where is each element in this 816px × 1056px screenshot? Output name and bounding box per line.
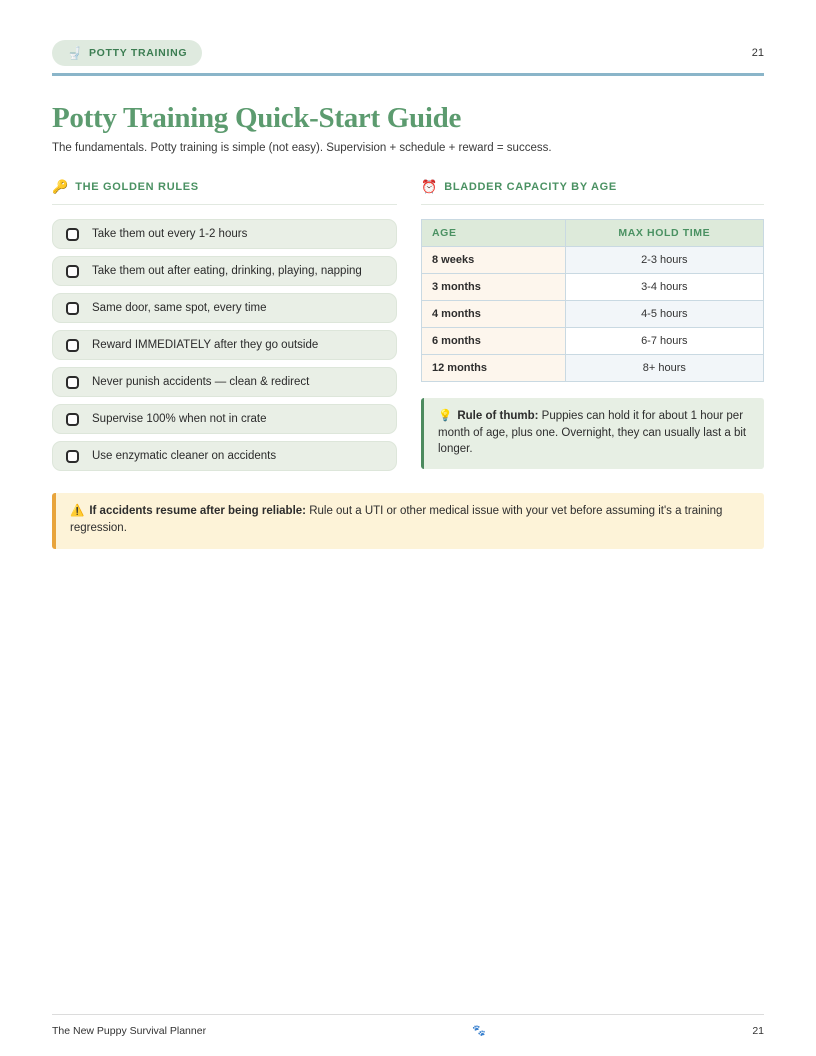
chapter-badge (52, 40, 202, 66)
table-header-row (422, 220, 764, 247)
age-cell: 6 months (422, 328, 566, 355)
checklist-item[interactable] (52, 441, 397, 471)
key-icon: 🔑 (52, 179, 69, 194)
page-subtitle: The fundamentals. Potty training is simple (not easy). Supervision + schedule + reward = success. (52, 142, 552, 154)
age-cell: 8 weeks (422, 247, 566, 274)
alarm-clock-icon: ⏰ (421, 179, 438, 194)
max-hold-column-header: MAX HOLD TIME (565, 220, 763, 247)
header-divider (52, 73, 764, 76)
footer-book-title: The New Puppy Survival Planner (52, 1024, 207, 1037)
checklist-item[interactable] (52, 367, 397, 397)
checkbox-icon[interactable] (66, 265, 79, 278)
bladder-capacity-heading-label: BLADDER CAPACITY BY AGE (444, 181, 617, 193)
bladder-capacity-table (421, 219, 764, 382)
table-row (422, 301, 764, 328)
checklist-item-label: Use enzymatic cleaner on accidents (92, 450, 277, 462)
page-header (52, 40, 764, 66)
rule-of-thumb-callout (421, 398, 764, 469)
hold-time-cell: 2-3 hours (565, 247, 763, 274)
checklist-item[interactable] (52, 404, 397, 434)
bladder-capacity-heading (421, 179, 764, 205)
hold-time-cell: 8+ hours (565, 355, 763, 382)
page-footer (52, 1014, 764, 1037)
page-number-top: 21 (751, 47, 764, 59)
checkbox-icon[interactable] (66, 450, 79, 463)
checkbox-icon[interactable] (66, 376, 79, 389)
checklist-item-label: Same door, same spot, every time (92, 302, 267, 314)
age-column-header: AGE (422, 220, 566, 247)
checklist-item[interactable] (52, 256, 397, 286)
rule-of-thumb-label: Rule of thumb: (457, 410, 539, 422)
table-row (422, 274, 764, 301)
warning-text: Rule out a UTI or other medical issue with your vet before assuming it's a training regression. (70, 505, 723, 535)
checklist-item[interactable] (52, 330, 397, 360)
checkbox-icon[interactable] (66, 413, 79, 426)
checklist-item[interactable] (52, 219, 397, 249)
table-row (422, 328, 764, 355)
golden-rules-checklist (52, 219, 397, 471)
table-row (422, 247, 764, 274)
checkbox-icon[interactable] (66, 228, 79, 241)
checklist-item-label: Supervise 100% when not in crate (92, 413, 267, 425)
golden-rules-section (52, 179, 397, 478)
lightbulb-icon: 💡 (438, 410, 453, 422)
age-cell: 3 months (422, 274, 566, 301)
page-number-bottom: 21 (752, 1024, 764, 1037)
checklist-item-label: Never punish accidents — clean & redirect (92, 376, 310, 388)
checklist-item-label: Take them out every 1-2 hours (92, 228, 248, 240)
hold-time-cell: 3-4 hours (565, 274, 763, 301)
warning-callout (52, 493, 764, 549)
bladder-capacity-section (421, 179, 764, 478)
table-row (422, 355, 764, 382)
checklist-item[interactable] (52, 293, 397, 323)
warning-icon: ⚠️ (70, 505, 85, 517)
toilet-icon: 🚽 (67, 46, 82, 60)
hold-time-cell: 6-7 hours (565, 328, 763, 355)
golden-rules-heading-label: THE GOLDEN RULES (75, 181, 199, 193)
paw-prints-icon: 🐾 (472, 1025, 487, 1037)
age-cell: 4 months (422, 301, 566, 328)
checkbox-icon[interactable] (66, 339, 79, 352)
age-cell: 12 months (422, 355, 566, 382)
checklist-item-label: Reward IMMEDIATELY after they go outside (92, 339, 319, 351)
checklist-item-label: Take them out after eating, drinking, playing, napping (92, 265, 362, 277)
page-title: Potty Training Quick-Start Guide (52, 102, 462, 134)
content-columns (52, 179, 764, 478)
rule-of-thumb-text: Puppies can hold it for about 1 hour per month of age, plus one. Overnight, they can usually last a bit longer. (438, 410, 747, 456)
warning-label: If accidents resume after being reliable: (89, 505, 306, 517)
hold-time-cell: 4-5 hours (565, 301, 763, 328)
checkbox-icon[interactable] (66, 302, 79, 315)
golden-rules-heading (52, 179, 397, 205)
chapter-badge-label: POTTY TRAINING (88, 47, 188, 59)
